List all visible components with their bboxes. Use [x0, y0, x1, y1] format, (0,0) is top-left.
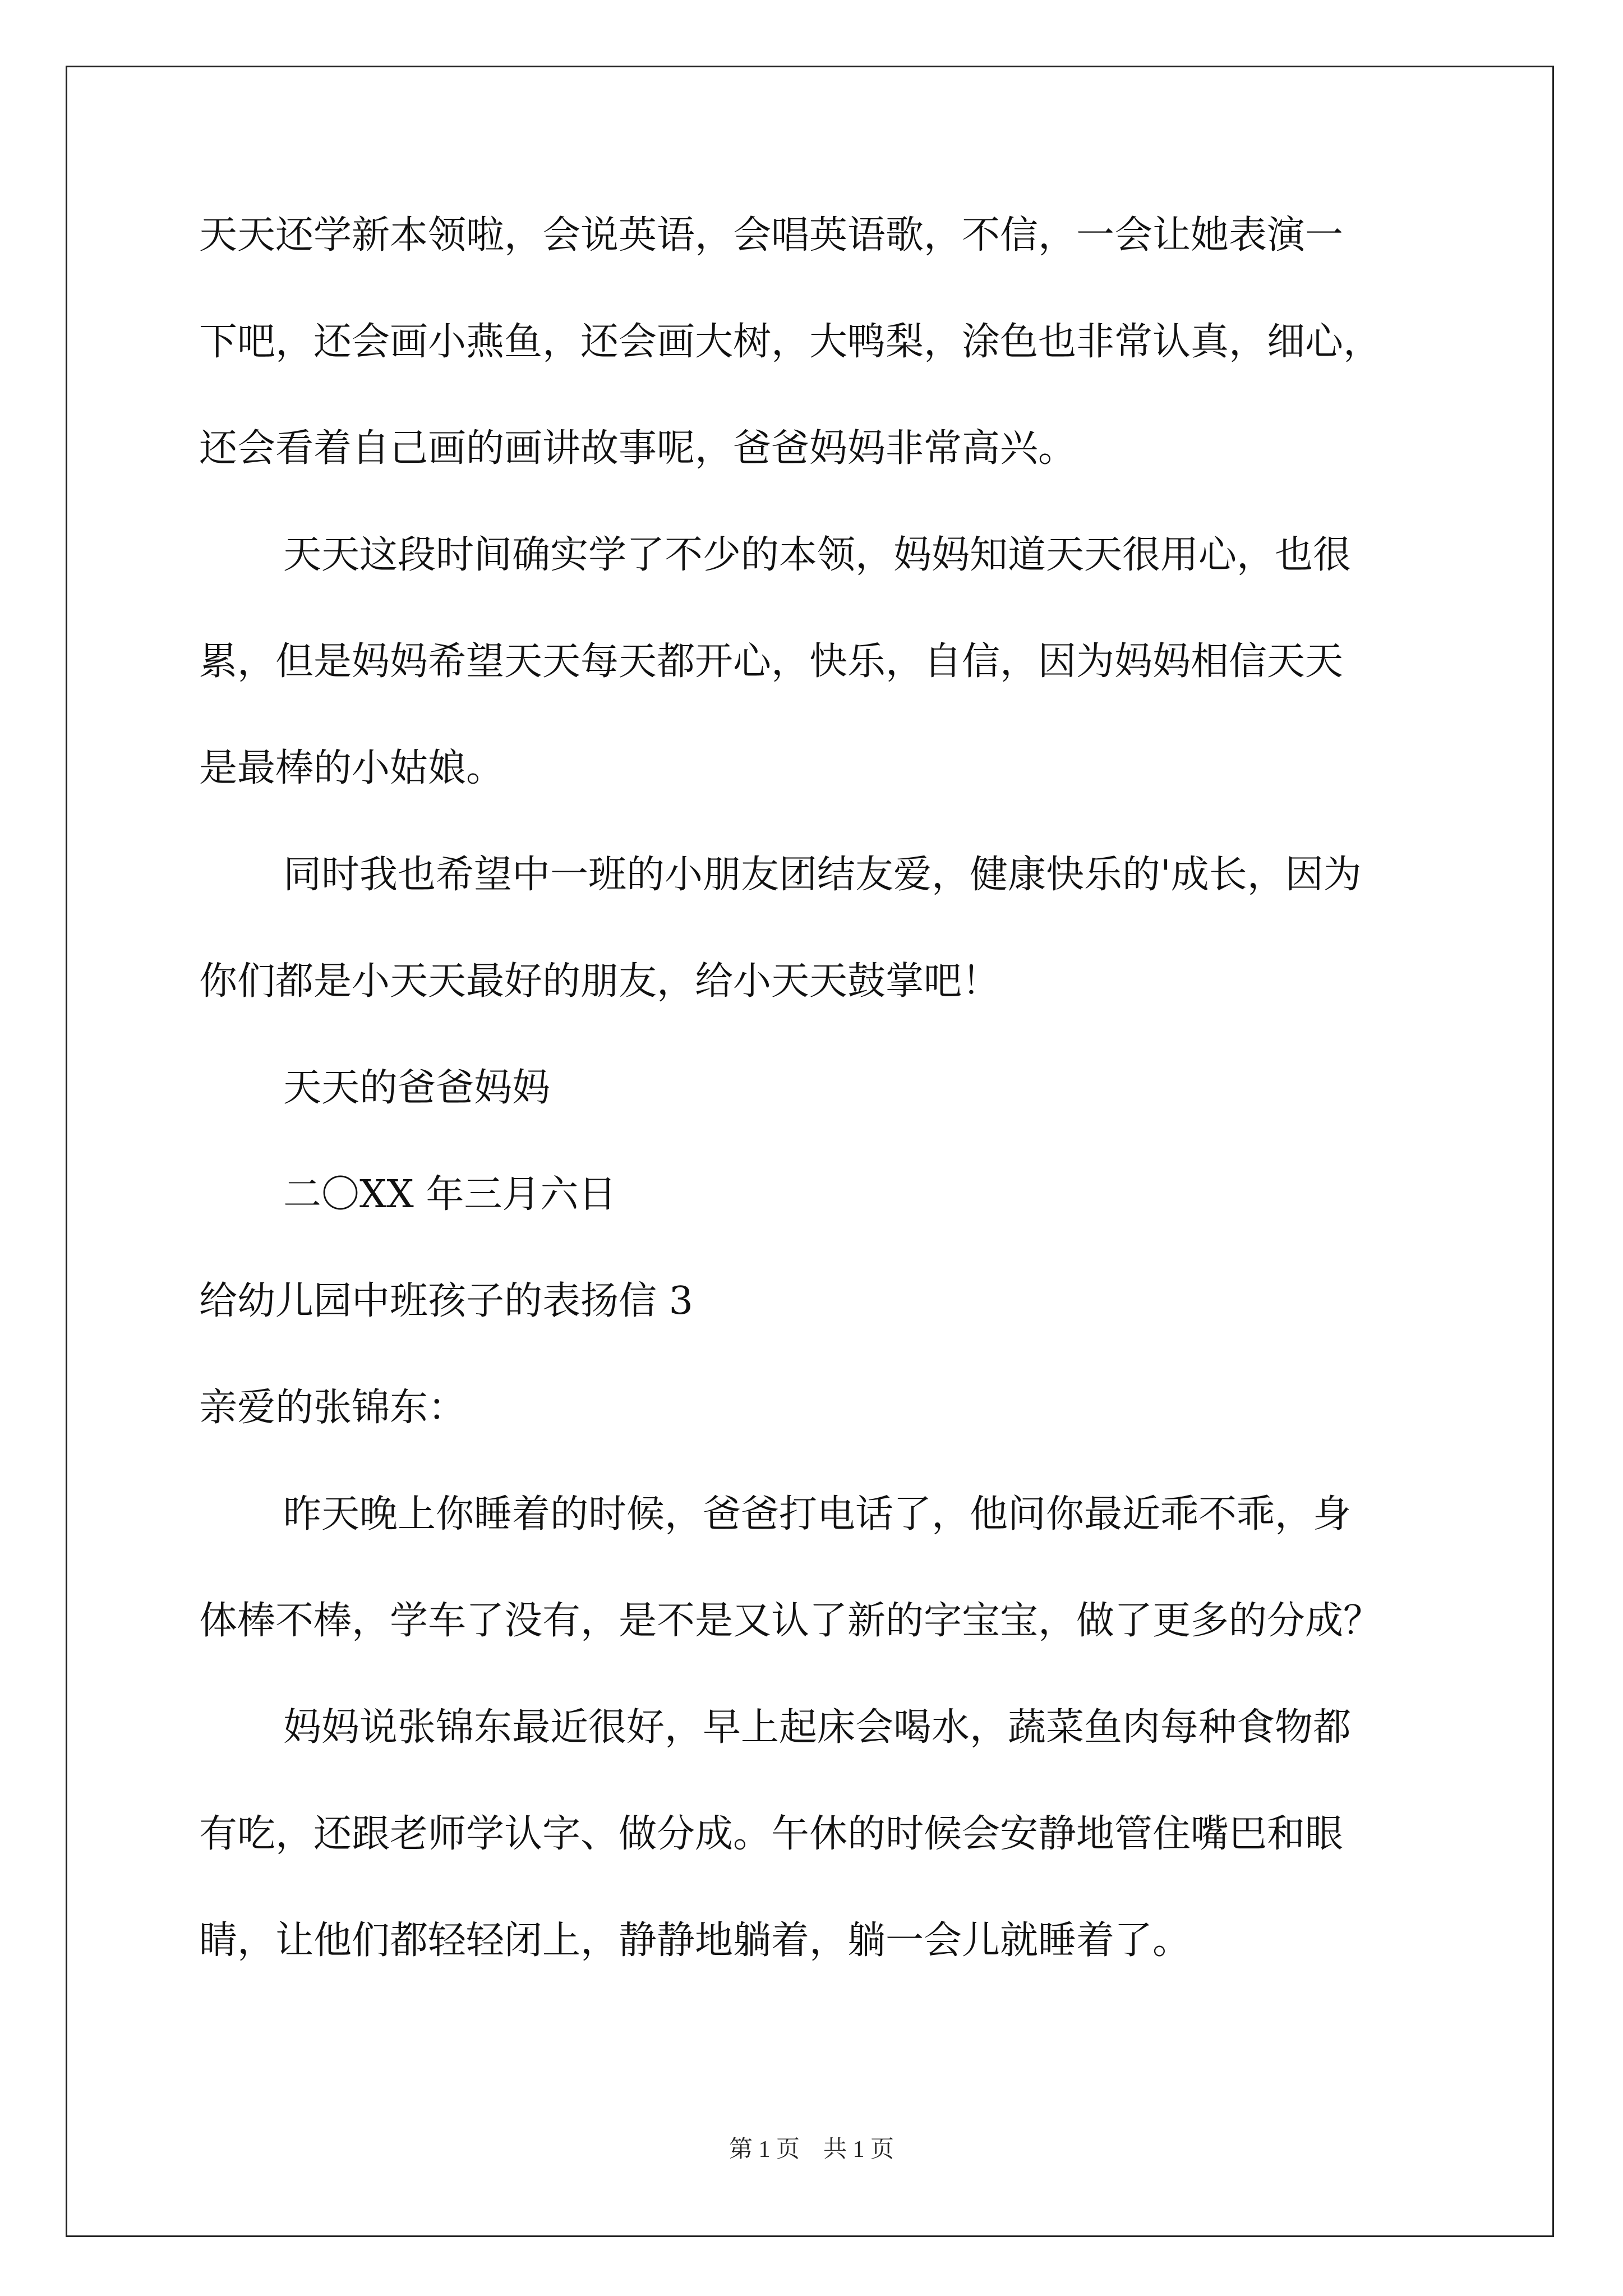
paragraph-line: 睛，让他们都轻轻闭上，静静地躺着，躺一会儿就睡着了。 — [199, 1918, 1191, 1963]
paragraph-line: 下吧，还会画小燕鱼，还会画大树，大鸭梨，涂色也非常认真，细心， — [199, 320, 1382, 364]
signature-line: 天天的爸爸妈妈 — [283, 1066, 551, 1110]
paragraph-line: 你们都是小天天最好的朋友，给小天天鼓掌吧！ — [199, 959, 1000, 1004]
paragraph-line: 还会看着自己画的画讲故事呢，爸爸妈妈非常高兴。 — [199, 426, 1077, 471]
date-line: 二〇XX 年三月六日 — [283, 1172, 617, 1217]
paragraph-line: 有吃，还跟老师学认字、做分成。午休的时候会安静地管住嘴巴和眼 — [199, 1812, 1344, 1856]
page-number-footer: 第 1 页 共 1 页 — [728, 2137, 894, 2162]
paragraph-line: 昨天晚上你睡着的时候，爸爸打电话了，他问你最近乖不乖，身 — [283, 1492, 1352, 1536]
paragraph-line: 同时我也希望中一班的小朋友团结友爱，健康快乐的'成长，因为 — [283, 853, 1362, 897]
paragraph-line: 是最棒的小姑娘。 — [199, 746, 505, 790]
paragraph-line: 累，但是妈妈希望天天每天都开心，快乐，自信，因为妈妈相信天天 — [199, 639, 1344, 684]
section-title: 给幼儿园中班孩子的表扬信 3 — [199, 1279, 693, 1323]
paragraph-line: 体棒不棒，学车了没有，是不是又认了新的字宝宝，做了更多的分成？ — [199, 1599, 1382, 1643]
paragraph-line: 天天这段时间确实学了不少的本领，妈妈知道天天很用心，也很 — [283, 533, 1352, 577]
paragraph-line: 天天还学新本领啦，会说英语，会唱英语歌，不信，一会让她表演一 — [199, 213, 1344, 257]
paragraph-line: 妈妈说张锦东最近很好，早上起床会喝水，蔬菜鱼肉每种食物都 — [283, 1705, 1352, 1750]
salutation: 亲爱的张锦东： — [199, 1386, 467, 1430]
page-border — [66, 66, 1554, 2237]
